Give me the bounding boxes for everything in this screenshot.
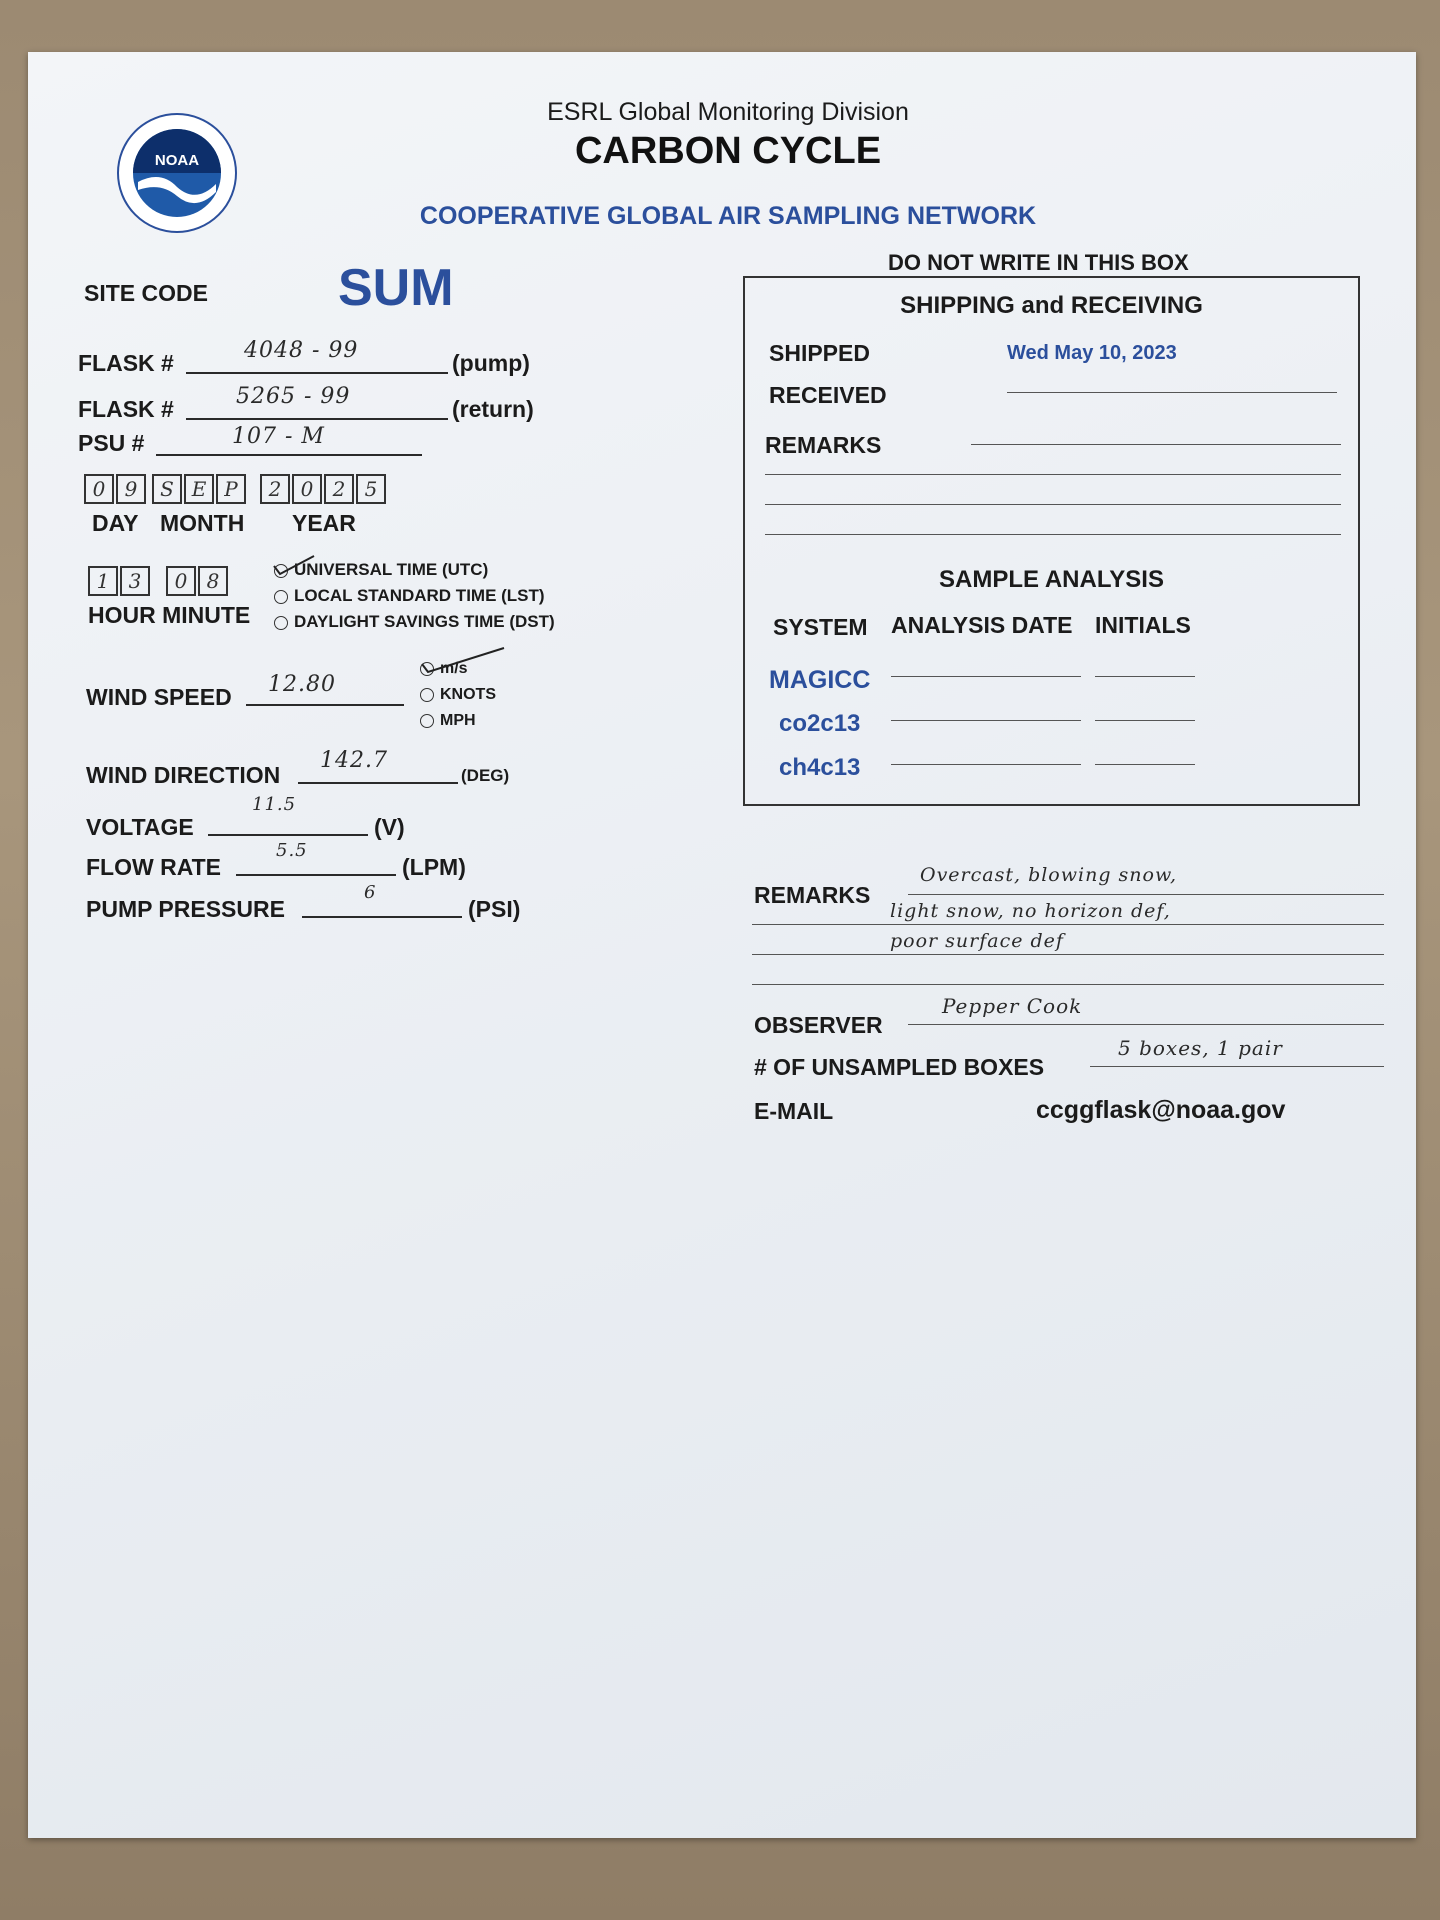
network-name: COOPERATIVE GLOBAL AIR SAMPLING NETWORK: [419, 202, 1037, 230]
office-box-caption: DO NOT WRITE IN THIS BOX: [888, 250, 1189, 275]
wind-speed-label: WIND SPEED: [86, 684, 232, 710]
date-month-letter: S: [152, 474, 182, 504]
flask-return-field[interactable]: [186, 384, 448, 420]
initials-line: [1095, 744, 1195, 765]
remarks-label: REMARKS: [754, 882, 871, 908]
psu-label: PSU #: [78, 430, 145, 456]
date-year-boxes[interactable]: [260, 474, 388, 504]
pump-pressure-label: PUMP PRESSURE: [86, 896, 285, 922]
email-value[interactable]: ccggflask@noaa.gov: [1036, 1096, 1286, 1124]
sample-analysis-heading: SAMPLE ANALYSIS: [939, 566, 1164, 593]
voltage-field[interactable]: [208, 794, 368, 836]
observer-value: Pepper Cook: [942, 994, 1083, 1018]
date-month-boxes[interactable]: [152, 474, 248, 504]
observer-label: OBSERVER: [754, 1012, 883, 1038]
time-minute-digit: 8: [198, 566, 228, 596]
hour-minute-label: HOUR MINUTE: [88, 602, 251, 628]
email-label: E-MAIL: [754, 1098, 834, 1124]
col-initials: INITIALS: [1095, 612, 1191, 638]
psu-value: 107 - M: [232, 424, 325, 449]
flask-pump-value: 4048 - 99: [244, 338, 359, 363]
date-day-boxes[interactable]: [84, 474, 148, 504]
wind-unit-knots[interactable]: KNOTS: [420, 686, 496, 704]
wind-unit-ms[interactable]: m/s: [420, 660, 468, 678]
office-remarks-label: REMARKS: [765, 432, 882, 458]
time-hour-boxes[interactable]: [88, 566, 152, 596]
flask-return-value: 5265 - 99: [236, 384, 351, 409]
pump-pressure-value: 6: [364, 882, 377, 903]
month-label: MONTH: [160, 510, 245, 536]
system-row-label: co2c13: [779, 710, 861, 737]
date-month-letter: P: [216, 474, 246, 504]
voltage-value: 11.5: [252, 794, 297, 815]
date-year-digit: 5: [356, 474, 386, 504]
wind-speed-value: 12.80: [268, 672, 336, 697]
system-row-label: ch4c13: [779, 754, 861, 781]
time-hour-digit: 3: [120, 566, 150, 596]
psu-field[interactable]: [156, 424, 422, 456]
date-month-letter: E: [184, 474, 214, 504]
date-year-digit: 2: [324, 474, 354, 504]
remarks-line[interactable]: [908, 864, 1384, 895]
radio-icon: [420, 688, 434, 702]
form-title: CARBON CYCLE: [574, 130, 882, 172]
flow-rate-suffix: (LPM): [402, 854, 466, 880]
unsampled-label: # OF UNSAMPLED BOXES: [754, 1054, 1045, 1080]
utc-checkmark-icon: [272, 552, 316, 578]
analysis-date-line: [891, 700, 1081, 721]
analysis-date-line: [891, 744, 1081, 765]
date-year-digit: 0: [292, 474, 322, 504]
time-minute-boxes[interactable]: [166, 566, 230, 596]
remarks-line[interactable]: [752, 924, 1384, 955]
flask-pump-label: FLASK #: [78, 350, 174, 376]
logo-text: NOAA: [154, 152, 200, 169]
observer-field[interactable]: [908, 992, 1384, 1025]
date-year-digit: 2: [260, 474, 290, 504]
remarks-line-text: Overcast, blowing snow,: [920, 864, 1178, 886]
radio-icon: [420, 714, 434, 728]
form-sheet: [28, 52, 1416, 1838]
division-name: ESRL Global Monitoring Division: [547, 98, 909, 126]
flow-rate-label: FLOW RATE: [86, 854, 221, 880]
wind-direction-suffix: (DEG): [461, 766, 510, 785]
wind-direction-label: WIND DIRECTION: [86, 762, 281, 788]
day-label: DAY: [92, 510, 139, 536]
received-label: RECEIVED: [769, 382, 887, 408]
site-code-value: SUM: [338, 259, 454, 317]
wind-unit-mph[interactable]: MPH: [420, 712, 476, 730]
flask-pump-field[interactable]: [186, 338, 448, 374]
wind-direction-value: 142.7: [320, 748, 388, 773]
col-analysis-date: ANALYSIS DATE: [891, 612, 1073, 638]
flask-return-label: FLASK #: [78, 396, 174, 422]
voltage-label: VOLTAGE: [86, 814, 194, 840]
remarks-line[interactable]: [752, 954, 1384, 985]
shipped-value: Wed May 10, 2023: [1007, 342, 1177, 364]
flask-pump-suffix: (pump): [452, 350, 530, 376]
initials-line: [1095, 700, 1195, 721]
remarks-line-text: light snow, no horizon def,: [890, 900, 1171, 922]
flow-rate-field[interactable]: [236, 840, 396, 876]
noaa-seal-icon: [116, 112, 238, 234]
office-remarks-line: [765, 514, 1341, 535]
office-use-box: [743, 276, 1360, 806]
system-row-label: MAGICC: [769, 666, 871, 694]
time-option-dst[interactable]: DAYLIGHT SAVINGS TIME (DST): [274, 612, 555, 632]
flow-rate-value: 5.5: [276, 840, 308, 861]
time-minute-digit: 0: [166, 566, 196, 596]
initials-line: [1095, 656, 1195, 677]
pump-pressure-suffix: (PSI): [468, 896, 521, 922]
ms-checkmark-icon: [420, 644, 506, 676]
date-day-digit: 0: [84, 474, 114, 504]
site-code-label: SITE CODE: [84, 280, 208, 306]
wind-direction-field[interactable]: [298, 748, 458, 784]
remarks-line-text: poor surface def: [890, 930, 1064, 952]
office-remarks-line: [765, 484, 1341, 505]
shipped-label: SHIPPED: [769, 340, 870, 366]
voltage-suffix: (V): [374, 814, 405, 840]
remarks-line[interactable]: [752, 894, 1384, 925]
flask-return-suffix: (return): [452, 396, 534, 422]
time-option-lst[interactable]: LOCAL STANDARD TIME (LST): [274, 586, 545, 606]
date-day-digit: 9: [116, 474, 146, 504]
radio-icon: [274, 590, 288, 604]
time-hour-digit: 1: [88, 566, 118, 596]
pump-pressure-field[interactable]: [302, 882, 462, 918]
time-option-utc[interactable]: UNIVERSAL TIME (UTC): [274, 560, 488, 580]
wind-speed-field[interactable]: [246, 674, 404, 706]
radio-icon: [274, 616, 288, 630]
noaa-logo: [116, 112, 238, 234]
shipping-heading: SHIPPING and RECEIVING: [900, 292, 1203, 319]
col-system: SYSTEM: [773, 614, 868, 640]
office-remarks-line: [765, 454, 1341, 475]
year-label: YEAR: [292, 510, 356, 536]
received-line: [1007, 372, 1337, 393]
unsampled-value: 5 boxes, 1 pair: [1118, 1036, 1283, 1060]
analysis-date-line: [891, 656, 1081, 677]
unsampled-field[interactable]: [1090, 1034, 1384, 1067]
office-remarks-line: [971, 424, 1341, 445]
